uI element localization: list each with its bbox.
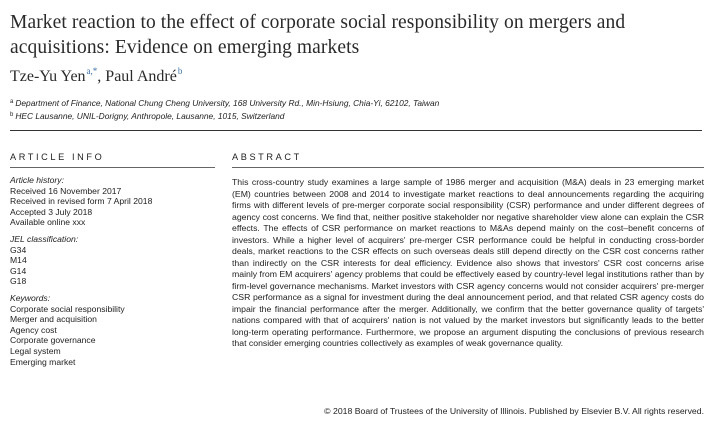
keywords [10, 293, 215, 367]
history-item: Available online xxx [10, 217, 86, 228]
keyword[interactable]: Corporate social responsibility [10, 303, 125, 314]
affiliation-text: Department of Finance, National Chung Cheng University, 168 University Rd., Min-Hsiung, Chia-Yi, 62102, Taiwan [15, 98, 440, 108]
affiliation-mark: b [10, 112, 14, 118]
article-info-divider [10, 167, 215, 168]
affiliation-mark: a [10, 99, 14, 105]
keyword[interactable]: Legal system [10, 345, 61, 356]
article-history [10, 175, 215, 228]
history-item: Received 16 November 2017 [10, 185, 122, 196]
article-info [10, 175, 215, 373]
affiliation [10, 96, 700, 109]
history-item: Accepted 3 July 2018 [10, 206, 93, 217]
author-name[interactable]: Tze-Yu Yen [10, 68, 86, 85]
jel-code: M14 [10, 255, 27, 266]
abstract-divider [232, 167, 704, 168]
jel-code: G34 [10, 244, 27, 255]
jel-code: G14 [10, 265, 27, 276]
author-separator: , [97, 68, 106, 85]
jel-classification [10, 234, 215, 287]
author-list [10, 66, 182, 86]
paper-title: Market reaction to the effect of corporate social responsibility on mergers and acquisitions: Evidence on emerging markets [10, 12, 626, 58]
affiliation [10, 109, 700, 122]
affiliations [10, 96, 700, 122]
header-divider [10, 130, 702, 131]
jel-label: JEL classification: [10, 233, 79, 244]
history-label: Article history: [10, 175, 64, 185]
keyword[interactable]: Corporate governance [10, 335, 96, 346]
copyright-notice: © 2018 Board of Trustees of the University of Illinois. Published by Elsevier B.V. All rights reserved. [324, 406, 704, 416]
keyword[interactable]: Merger and acquisition [10, 314, 97, 325]
history-item: Received in revised form 7 April 2018 [10, 196, 153, 207]
abstract-heading: ABSTRACT [232, 152, 302, 162]
keyword[interactable]: Agency cost [10, 324, 57, 335]
author-marks[interactable]: a,* [86, 66, 98, 76]
jel-code: G18 [10, 276, 27, 287]
abstract-text: This cross-country study examines a large sample of 1986 merger and acquisition (M&A) deals in 23 emerging market (EM) countries between 2008 and 2014 to investigate market reactions to deal announcements regarding the acquiring firms with different levels of pre-merger corporate social responsibility (CSR) performance and under different degrees of agency cost concerns. We find that, neither positive stakeholder nor negative shareholder view alone can explain the CSR effects. The effects of CSR performance on market reactions to M&As depend mainly on the cost–benefit concerns of investors. While a higher level of acquirers' pre-merger CSR performance could be helpful in conducting cross-border deals, market reactions to the CSR effects on such overseas deals still depend directly on the CSR cost concerns rather than indirectly on the CSR interests for deal efficiency. Evidence also shows that investors' CSR cost concerns arise mainly from EM acquirers' agency problems that could be effectively eased by country-level legal institutions rather than by firm-level governance mechanisms. Market investors with CSR agency concerns would not consider acquirers' pre-merger CSR performance as a signal for investment during the deal announcement period, and that related CSR agency costs do impair the financial performance after the merger. Additionally, we confirm that the better governance quality of targets' nations compared with that of acquirers' nation is not valued by the market investors but significantly leads to the better long-term operating performance. Furthermore, we propose an argument disputing the conclusions of previous research that consider emerging countries collectively as examples of weak governance quality. [232, 177, 704, 348]
keyword[interactable]: Emerging market [10, 356, 76, 367]
affiliation-text: HEC Lausanne, UNIL-Dorigny, Anthropole, Lausanne, 1015, Switzerland [15, 111, 285, 121]
keywords-label: Keywords: [10, 292, 51, 303]
author-marks[interactable]: b [177, 66, 183, 76]
author-name[interactable]: Paul André [105, 68, 177, 85]
article-info-heading: ARTICLE INFO [10, 152, 105, 162]
